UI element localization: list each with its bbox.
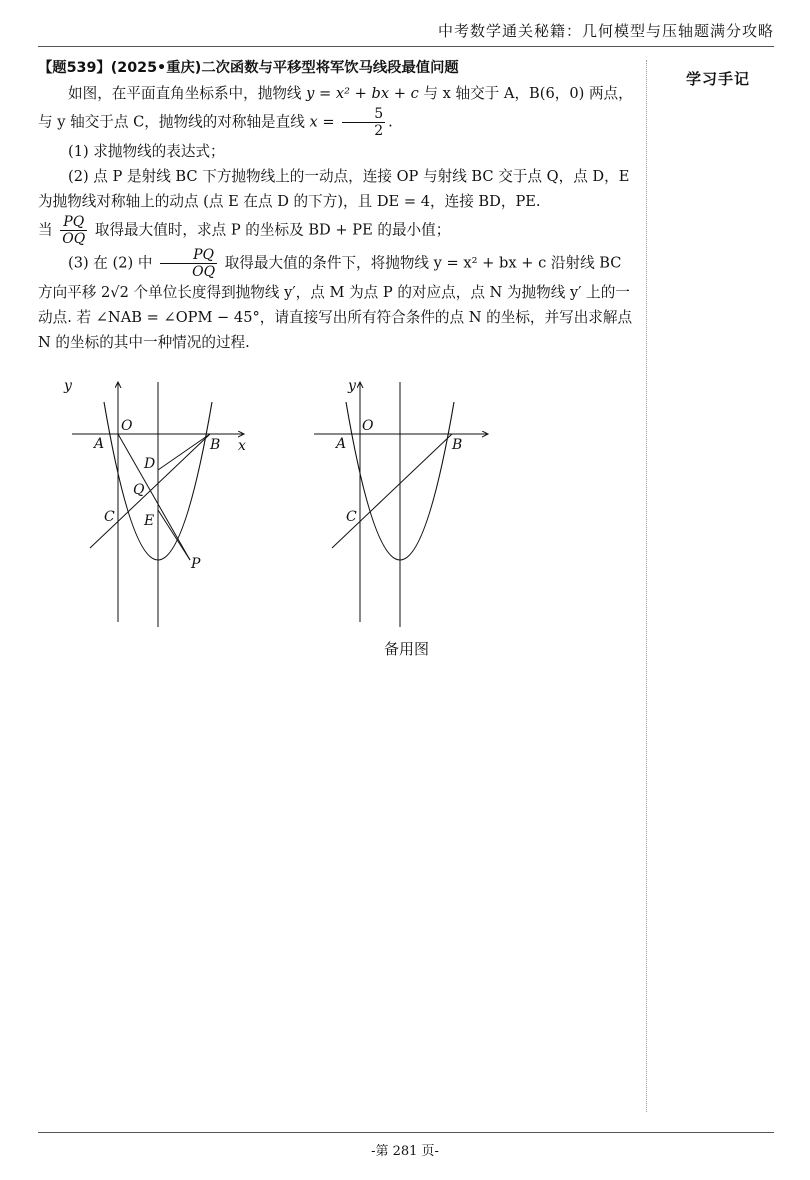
header-divider [38,46,774,47]
fig1-label-e: E [144,513,155,529]
fig2-label-c: C [346,509,357,525]
axis-fraction [342,106,385,139]
question-2 [38,164,638,214]
axis-fraction-num: 5 [342,106,385,123]
question-2-tail: 取得最大值时，求点 P 的坐标及 BD + PE 的最小值； [94,221,451,239]
question-2-pre: 当 [38,221,53,239]
fig1-label-a: A [94,436,105,452]
question-2-cont [38,214,638,247]
intro-text-2: 与 x 轴交于 A，B(6，0) 两点，与 y 轴交于点 C，抛物线的对称轴是直线 [38,85,633,131]
page-number: -第 281 页- [371,1144,439,1159]
fig1-label-p: P [191,556,201,572]
fig2-label-b: B [452,437,463,453]
question-1: (1) 求抛物线的表达式； [68,143,225,160]
fig1-label-c: C [104,509,115,525]
problem-intro: 如图，在平面直角坐标系中，抛物线 y = x² + bx + c 与 x 轴交于 A，B(6，0) 两点，与 y 轴交于点 C，抛物线的对称轴是直线 x = $\frac{5}{2}$ . [38,85,633,139]
notes-divider [646,60,647,1112]
fig1-label-q: Q [133,482,145,498]
footer-divider [38,1132,774,1133]
axis-fraction-den: 2 [374,123,384,139]
intro-equation: y = x² + bx + c [306,85,419,102]
fig1-line-op [118,434,190,560]
ratio-den-2: OQ [192,264,216,280]
ratio-num-2: PQ [160,247,217,264]
notes-title: 学习手记 [686,70,751,88]
axis-equation: x = [309,113,335,131]
question-3-text: 取得最大值的条件下，将抛物线 y = x² + bx + c 沿射线 BC 方向平移 2√2 个单位长度得到抛物线 y′，点 M 为点 P 的对应点，点 N 为抛物线 y′ 上的一动点. 若 ∠NAB = ∠OPM − 45°，请直接写出所有符合条件的点 N 的坐标，并写出求解点 N 的坐标的其中一种情况的过程. [38,254,633,351]
figure-main [63,378,246,627]
ratio-den-1: OQ [62,231,86,247]
intro-text-1: 如图，在平面直角坐标系中，抛物线 [68,85,302,102]
fig2-label-a: A [336,436,347,452]
fig1-line-pe [158,510,190,560]
question-3 [38,247,638,355]
question-2-text: (2) 点 P 是射线 BC 下方抛物线上的一动点，连接 OP 与射线 BC 交于点 Q，点 D，E 为抛物线对称轴上的动点 (点 E 在点 D 的下方)，且 DE = 4，连接 BD，PE. [38,168,630,210]
figure-backup [314,378,488,627]
fig2-label-y: y [348,378,356,394]
figure-caption: 备用图 [384,640,430,658]
fig1-label-d: D [144,456,156,472]
question-3-pre: (3) 在 (2) 中 [68,254,153,272]
ratio-num-1: PQ [60,214,87,231]
fig2-label-o: O [362,418,374,434]
fig1-label-o: O [121,418,133,434]
problem-body [38,56,638,355]
ratio-fraction-2 [160,247,217,280]
fig1-label-x: x [238,438,246,454]
ratio-fraction-1 [60,214,87,247]
problem-heading: 【题539】(2025•重庆)二次函数与平移型将军饮马线段最值问题 [38,60,459,76]
fig2-line-bc [332,434,452,548]
header-title: 中考数学通关秘籍：几何模型与压轴题满分攻略 [437,22,774,40]
fig1-label-y: y [64,378,72,394]
fig1-label-b: B [210,437,221,453]
figures [60,372,500,642]
